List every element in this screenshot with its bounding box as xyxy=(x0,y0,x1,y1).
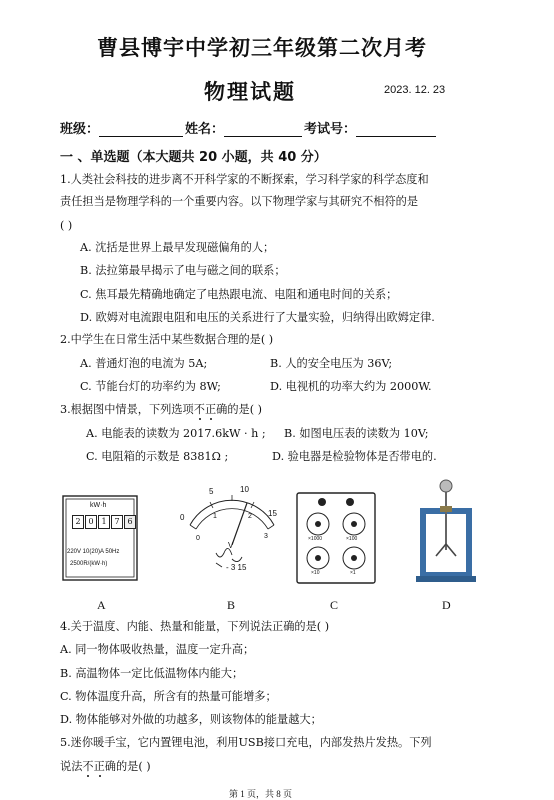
name-blank[interactable] xyxy=(224,124,302,137)
voltmeter-inner-tick: 0 xyxy=(196,535,200,542)
class-label: 班级： xyxy=(60,122,100,137)
q4-option-b: B. 高温物体一定比低温物体内能大； xyxy=(60,667,244,680)
emphasis-dot: 正 xyxy=(93,760,105,773)
class-blank[interactable] xyxy=(99,124,183,137)
voltmeter-outer-tick: 15 xyxy=(268,509,277,518)
voltmeter-inner-tick: 3 xyxy=(264,533,268,540)
exam-title: 曹县博宇中学初三年级第二次月考 xyxy=(97,36,427,60)
meter-rate: 2500R/(kW·h) xyxy=(70,561,108,567)
voltmeter-figure xyxy=(176,485,286,585)
meter-unit: kW·h xyxy=(90,502,107,509)
q3-option-b: B. 如图电压表的读数为 10V; xyxy=(284,427,429,440)
q5-line1: 5.迷你暖手宝，它内置锂电池，利用USB接口充电，内部发热片发热。下列 xyxy=(60,736,432,749)
q3-stem-pre: 3.根据图中情景，下列选项 xyxy=(60,403,194,416)
q5-line2-pre: 说法 xyxy=(60,760,83,773)
energy-meter-figure xyxy=(62,495,138,581)
meter-digit-row xyxy=(72,515,136,529)
q5-line2 xyxy=(60,760,151,774)
resistance-box-multiplier: ×100 xyxy=(346,536,358,542)
voltmeter-inner-tick: 2 xyxy=(248,513,252,520)
emphasis-dot: 不 xyxy=(82,760,94,773)
q1-line1: 1.人类社会科技的进步离不开科学家的不断探索，学习科学家的科学态度和 xyxy=(60,173,429,186)
q4-option-c: C. 物体温度升高，所含有的热量可能增多； xyxy=(60,690,277,703)
figure-label-a: A xyxy=(97,598,106,612)
emphasis-dot: 正 xyxy=(204,403,217,416)
voltmeter-unit: V xyxy=(228,541,234,550)
meter-digit: 7 xyxy=(111,515,123,529)
q1-paren: ( ) xyxy=(60,219,73,232)
q2-option-c: C. 节能台灯的功率约为 8W; xyxy=(80,380,221,393)
figure-label-d: D xyxy=(442,598,451,612)
section-heading: 一 、单选题（本大题共 20 小题，共 40 分） xyxy=(60,150,327,165)
exam-subtitle: 物理试题 xyxy=(204,80,296,104)
voltmeter-terminals: - 3 15 xyxy=(226,563,247,572)
exam-number-blank[interactable] xyxy=(356,124,436,137)
q2-option-b: B. 人的安全电压为 36V; xyxy=(270,357,393,370)
q3-option-a: A. 电能表的读数为 2017.6kW · h ; xyxy=(86,427,266,440)
voltmeter-outer-tick: 5 xyxy=(209,487,214,496)
q1-option-d: D. 欧姆对电流跟电阻和电压的关系进行了大量实验，归纳得出欧姆定律. xyxy=(80,311,435,324)
meter-digit: 0 xyxy=(85,515,97,529)
meter-digit-decimal: 6 xyxy=(124,515,136,529)
q1-option-b: B. 法拉第最早揭示了电与磁之间的联系； xyxy=(80,264,286,277)
name-label: 姓名： xyxy=(185,122,225,137)
meter-digit: 1 xyxy=(98,515,110,529)
voltmeter-outer-tick: 10 xyxy=(240,485,249,494)
q5-line2-post: 确的是( ) xyxy=(104,760,151,773)
q2-option-d: D. 电视机的功率大约为 2000W. xyxy=(270,380,432,393)
emphasis-dot: 不 xyxy=(193,403,205,416)
q1-option-a: A. 沈括是世界上最早发现磁偏角的人； xyxy=(80,241,275,254)
exam-date: 2023. 12. 23 xyxy=(384,84,446,96)
figure-label-b: B xyxy=(227,598,236,612)
voltmeter-inner-tick: 1 xyxy=(213,513,217,520)
exam-number-label: 考试号： xyxy=(304,122,357,137)
q4-option-d: D. 物体能够对外做的功越多，则该物体的能量越大； xyxy=(60,713,322,726)
page-footer: 第 1 页，共 8 页 xyxy=(229,789,293,799)
resistance-box-figure xyxy=(296,492,376,584)
q3-stem-post: 确的是( ) xyxy=(216,403,263,416)
q4-option-a: A. 同一物体吸收热量，温度一定升高； xyxy=(60,643,255,656)
resistance-box-multiplier: ×10 xyxy=(311,570,320,576)
electroscope-drawing xyxy=(414,478,478,584)
resistance-box-multiplier: ×1000 xyxy=(308,536,323,542)
q3-stem xyxy=(60,403,262,417)
q1-option-c: C. 焦耳最先精确地确定了电热跟电流、电阻和通电时间的关系； xyxy=(80,288,398,301)
electroscope-figure xyxy=(414,478,478,584)
q2-stem: 2.中学生在日常生活中某些数据合理的是( ) xyxy=(60,333,274,346)
student-info-line xyxy=(60,118,436,137)
meter-spec: 220V 10(20)A 50Hz xyxy=(67,549,120,555)
q3-option-c: C. 电阻箱的示数是 8381Ω ; xyxy=(86,450,229,463)
q2-option-a: A. 普通灯泡的电流为 5A; xyxy=(80,357,208,370)
q4-stem: 4.关于温度、内能、热量和能量，下列说法正确的是( ) xyxy=(60,620,330,633)
resistance-box-multiplier: ×1 xyxy=(350,570,356,576)
q3-option-d: D. 验电器是检验物体是否带电的. xyxy=(272,450,437,463)
figure-label-c: C xyxy=(330,598,339,612)
meter-digit: 2 xyxy=(72,515,84,529)
voltmeter-outer-tick: 0 xyxy=(180,513,185,522)
q1-line2: 责任担当是物理学科的一个重要内容。以下物理学家与其研究不相符的是 xyxy=(60,195,419,208)
